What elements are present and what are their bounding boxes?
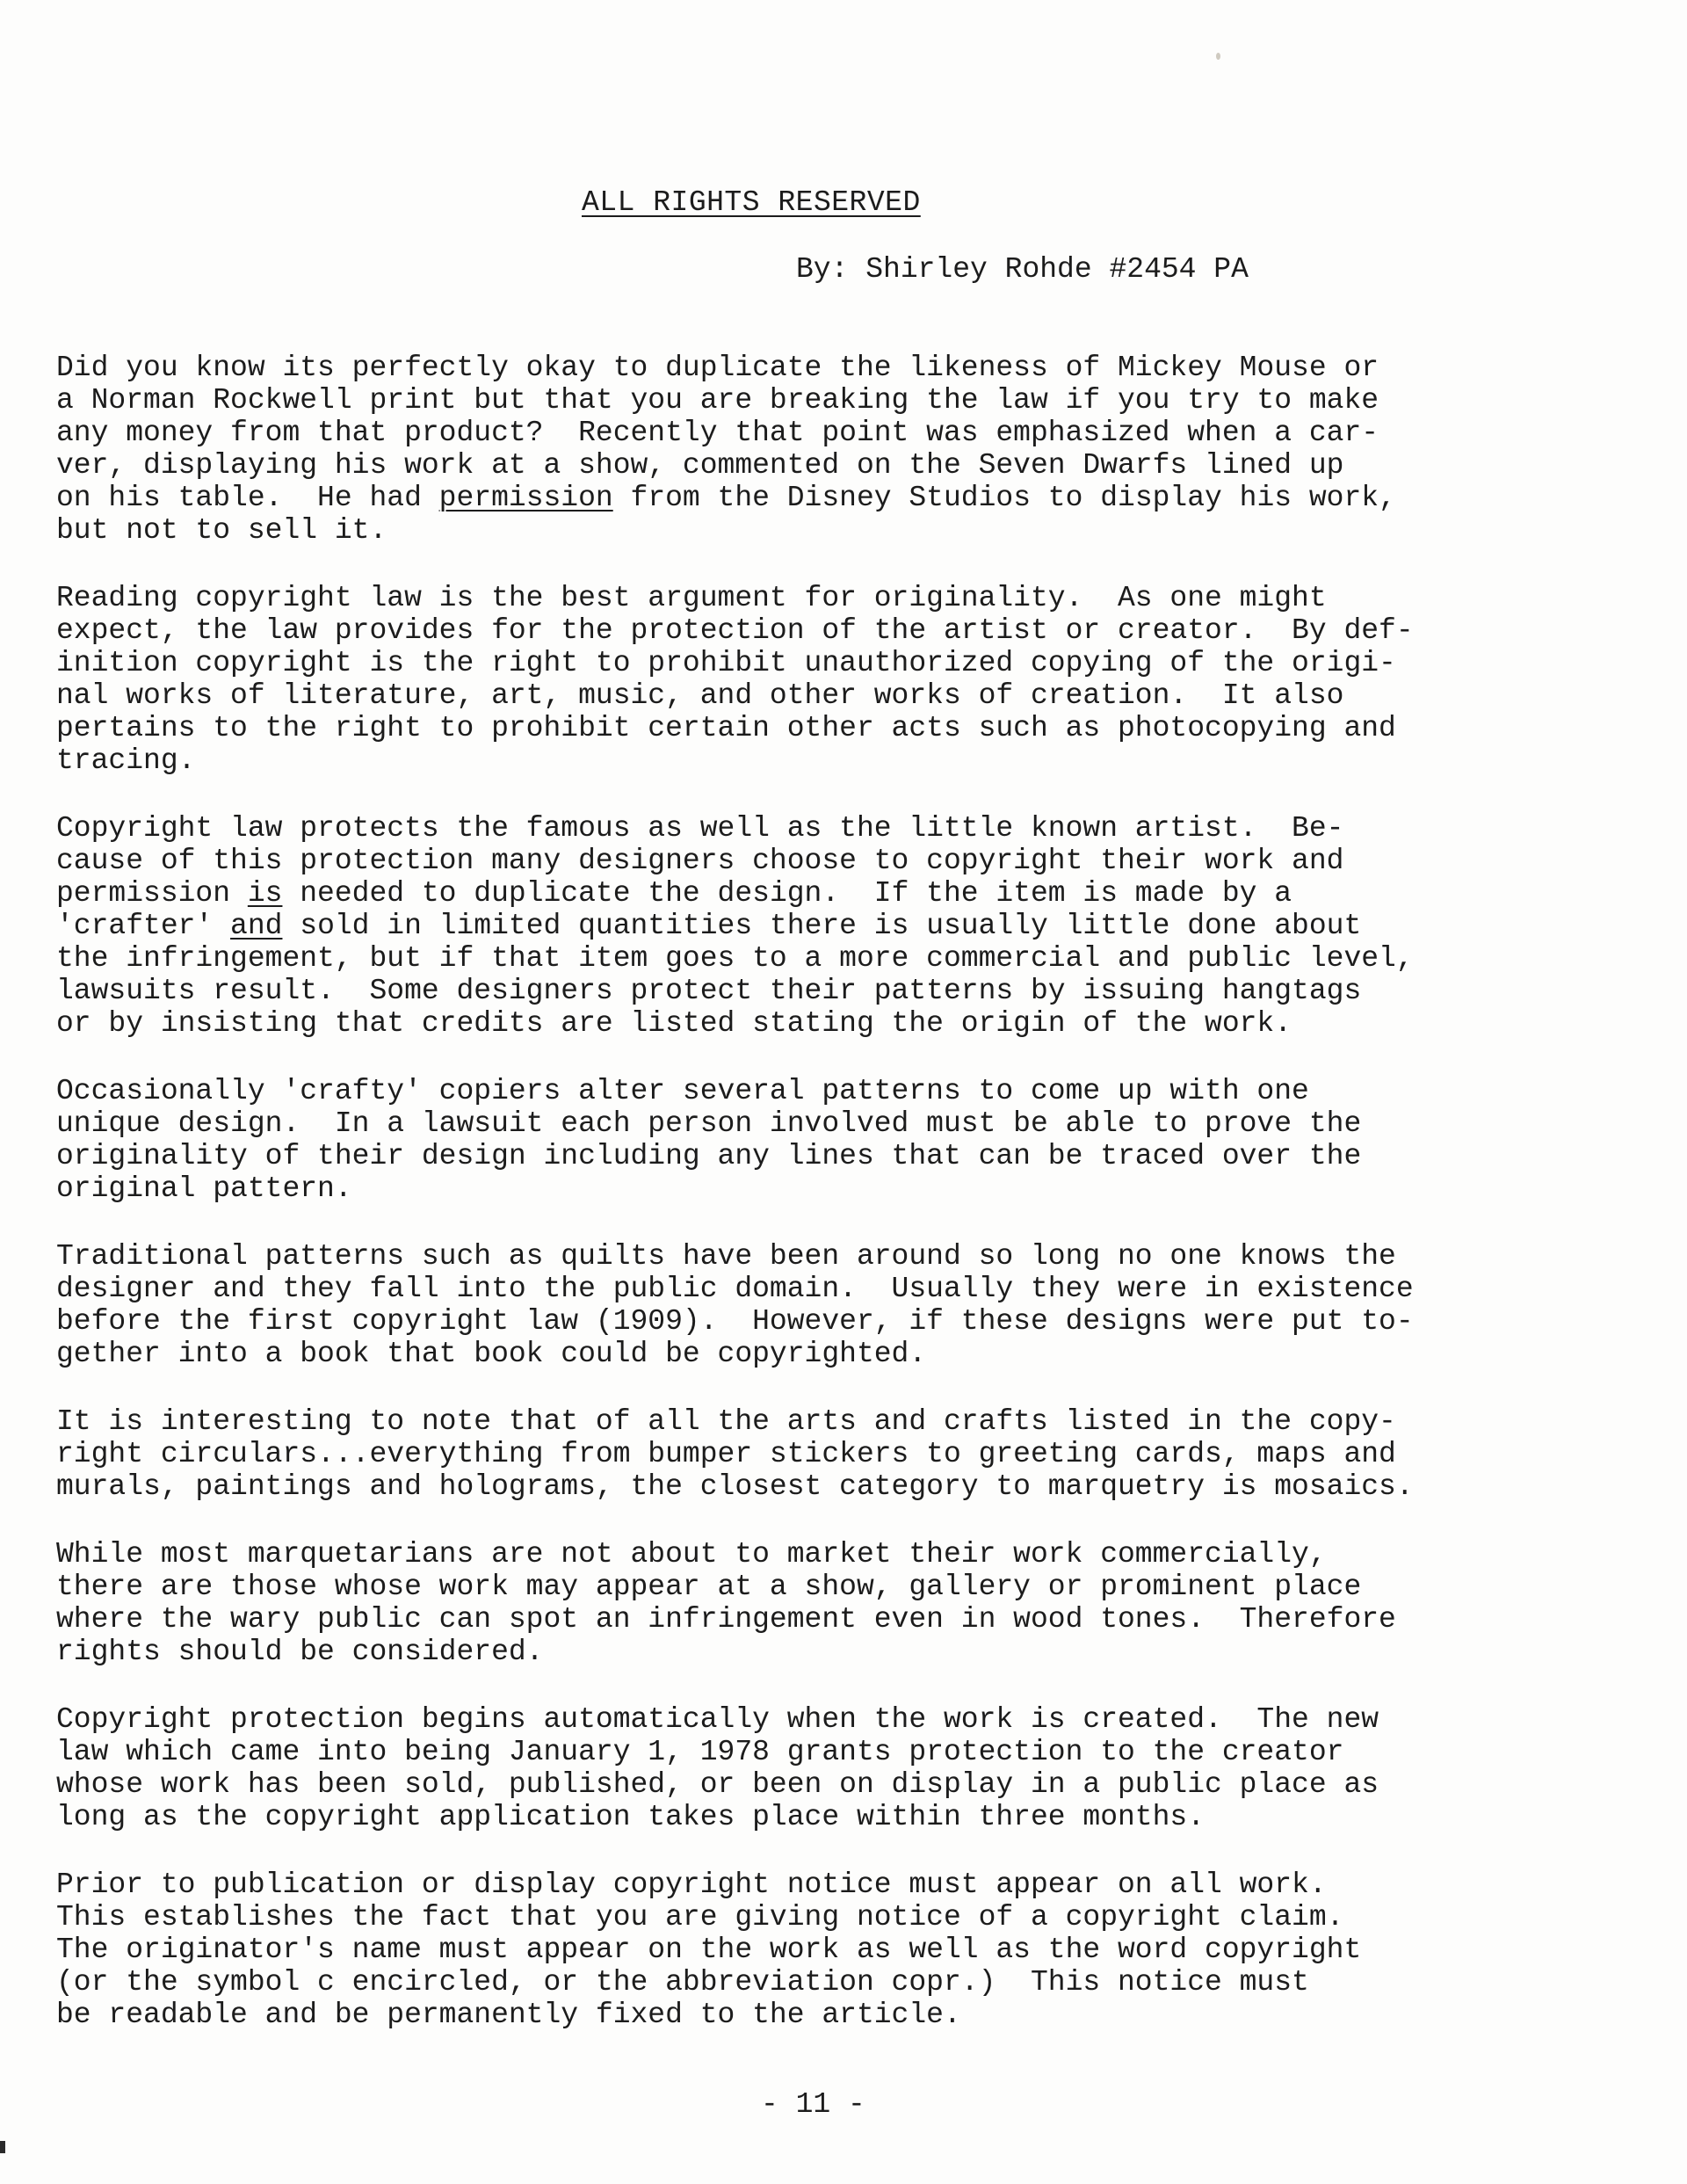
text-segment: law which came into being January 1, 1978 grants protection to the creator	[56, 1736, 1344, 1768]
text-segment: lawsuits result. Some designers protect their patterns by issuing hangtags	[56, 975, 1362, 1007]
paragraph-line	[56, 1603, 1629, 1636]
paragraph-line	[56, 744, 1629, 777]
text-segment: unique design. In a lawsuit each person involved must be able to prove the	[56, 1107, 1362, 1140]
text-segment: sold in limited quantities there is usually little done about	[282, 910, 1362, 942]
text-segment: whose work has been sold, published, or been on display in a public place as	[56, 1768, 1379, 1801]
paragraph-line	[56, 1768, 1629, 1801]
text-segment: on his table. He had	[56, 482, 439, 514]
text-segment: the infringement, but if that item goes to a more commercial and public level,	[56, 942, 1414, 975]
paragraph-line	[56, 1736, 1629, 1768]
paragraph-line	[56, 1438, 1629, 1470]
article-byline: By: Shirley Rohde #2454 PA	[796, 253, 1249, 286]
text-segment: pertains to the right to prohibit certain other acts such as photocopying and	[56, 712, 1396, 744]
paragraph-line	[56, 614, 1629, 647]
text-segment: cause of this protection many designers choose to copyright their work and	[56, 845, 1344, 877]
text-segment: nal works of literature, art, music, and other works of creation. It also	[56, 679, 1344, 712]
paragraph-3	[56, 812, 1629, 1040]
underlined-word: and	[230, 910, 283, 942]
underlined-word: is	[247, 877, 283, 910]
text-segment: Copyright protection begins automatically when the work is created. The new	[56, 1703, 1379, 1736]
scan-speck	[1216, 53, 1220, 60]
paragraph-line	[56, 712, 1629, 744]
paragraph-7	[56, 1538, 1629, 1668]
text-segment: tracing.	[56, 744, 196, 777]
text-segment: Occasionally 'crafty' copiers alter several patterns to come up with one	[56, 1075, 1309, 1107]
text-segment: ver, displaying his work at a show, commented on the Seven Dwarfs lined up	[56, 449, 1344, 482]
text-segment: Copyright law protects the famous as well as the little known artist. Be-	[56, 812, 1344, 845]
text-segment: long as the copyright application takes place within three months.	[56, 1801, 1206, 1833]
text-segment: where the wary public can spot an infringement even in wood tones. Therefore	[56, 1603, 1396, 1636]
paragraph-line	[56, 1901, 1629, 1934]
text-segment: designer and they fall into the public domain. Usually they were in existence	[56, 1273, 1414, 1305]
article-title: ALL RIGHTS RESERVED	[582, 186, 921, 219]
paragraph-line	[56, 1571, 1629, 1603]
paragraph-line	[56, 1240, 1629, 1273]
text-segment: Did you know its perfectly okay to duplicate the likeness of Mickey Mouse or	[56, 352, 1379, 384]
text-segment: a Norman Rockwell print but that you are breaking the law if you try to make	[56, 384, 1379, 417]
paragraph-line	[56, 417, 1629, 449]
page-number: - 11 -	[761, 2088, 865, 2121]
paragraph-line	[56, 877, 1629, 910]
paragraph-line	[56, 1966, 1629, 1999]
paragraph-line	[56, 1470, 1629, 1503]
paragraph-line	[56, 1703, 1629, 1736]
paragraph-line	[56, 942, 1629, 975]
paragraph-line	[56, 679, 1629, 712]
paragraph-line	[56, 812, 1629, 845]
text-segment: (or the symbol c encircled, or the abbreviation copr.) This notice must	[56, 1966, 1309, 1999]
paragraph-line	[56, 1636, 1629, 1668]
text-segment: While most marquetarians are not about to market their work commercially,	[56, 1538, 1327, 1571]
paragraph-9	[56, 1868, 1629, 2031]
underlined-word: permission	[438, 482, 613, 514]
text-segment: or by insisting that credits are listed stating the origin of the work.	[56, 1007, 1292, 1040]
paragraph-line	[56, 1999, 1629, 2031]
paragraph-line	[56, 1075, 1629, 1107]
text-segment: This establishes the fact that you are giving notice of a copyright claim.	[56, 1901, 1344, 1934]
text-segment: The originator's name must appear on the work as well as the word copyright	[56, 1934, 1362, 1966]
paragraph-5	[56, 1240, 1629, 1370]
text-segment: right circulars...everything from bumper stickers to greeting cards, maps and	[56, 1438, 1396, 1470]
text-segment: gether into a book that book could be copyrighted.	[56, 1338, 927, 1370]
text-segment: from the Disney Studios to display his work,	[612, 482, 1396, 514]
paragraph-1	[56, 352, 1629, 547]
text-segment: murals, paintings and holograms, the closest category to marquetry is mosaics.	[56, 1470, 1414, 1503]
text-segment: originality of their design including any lines that can be traced over the	[56, 1140, 1362, 1172]
text-segment: permission	[56, 877, 248, 910]
paragraph-line	[56, 1405, 1629, 1438]
paragraph-line	[56, 845, 1629, 877]
paragraph-line	[56, 1801, 1629, 1833]
text-segment: but not to sell it.	[56, 514, 387, 547]
text-segment: needed to duplicate the design. If the item is made by a	[282, 877, 1292, 910]
paragraph-line	[56, 482, 1629, 514]
text-segment: original pattern.	[56, 1172, 352, 1205]
paragraph-line	[56, 1172, 1629, 1205]
paragraph-line	[56, 449, 1629, 482]
paragraph-line	[56, 384, 1629, 417]
text-segment: before the first copyright law (1909). However, if these designs were put to-	[56, 1305, 1414, 1338]
paragraph-2	[56, 582, 1629, 777]
text-segment: Reading copyright law is the best argument for originality. As one might	[56, 582, 1327, 614]
paragraph-line	[56, 1338, 1629, 1370]
paragraph-line	[56, 514, 1629, 547]
paragraph-line	[56, 582, 1629, 614]
text-segment: Traditional patterns such as quilts have been around so long no one knows the	[56, 1240, 1396, 1273]
paragraph-line	[56, 1934, 1629, 1966]
scan-edge-mark	[0, 2141, 5, 2153]
text-segment: 'crafter'	[56, 910, 231, 942]
paragraph-4	[56, 1075, 1629, 1205]
paragraph-line	[56, 1868, 1629, 1901]
text-segment: rights should be considered.	[56, 1636, 544, 1668]
paragraph-6	[56, 1405, 1629, 1503]
text-segment: inition copyright is the right to prohibit unauthorized copying of the origi-	[56, 647, 1396, 679]
paragraph-line	[56, 975, 1629, 1007]
paragraph-line	[56, 1007, 1629, 1040]
text-segment: be readable and be permanently fixed to the article.	[56, 1999, 961, 2031]
paragraph-line	[56, 352, 1629, 384]
paragraph-line	[56, 647, 1629, 679]
paragraph-line	[56, 910, 1629, 942]
paragraph-8	[56, 1703, 1629, 1833]
text-segment: Prior to publication or display copyright notice must appear on all work.	[56, 1868, 1327, 1901]
text-segment: there are those whose work may appear at a show, gallery or prominent place	[56, 1571, 1362, 1603]
paragraph-line	[56, 1273, 1629, 1305]
text-segment: It is interesting to note that of all the arts and crafts listed in the copy-	[56, 1405, 1396, 1438]
article-body	[56, 352, 1629, 2066]
paragraph-line	[56, 1538, 1629, 1571]
text-segment: expect, the law provides for the protection of the artist or creator. By def-	[56, 614, 1414, 647]
paragraph-line	[56, 1140, 1629, 1172]
text-segment: any money from that product? Recently that point was emphasized when a car-	[56, 417, 1379, 449]
paragraph-line	[56, 1107, 1629, 1140]
paragraph-line	[56, 1305, 1629, 1338]
